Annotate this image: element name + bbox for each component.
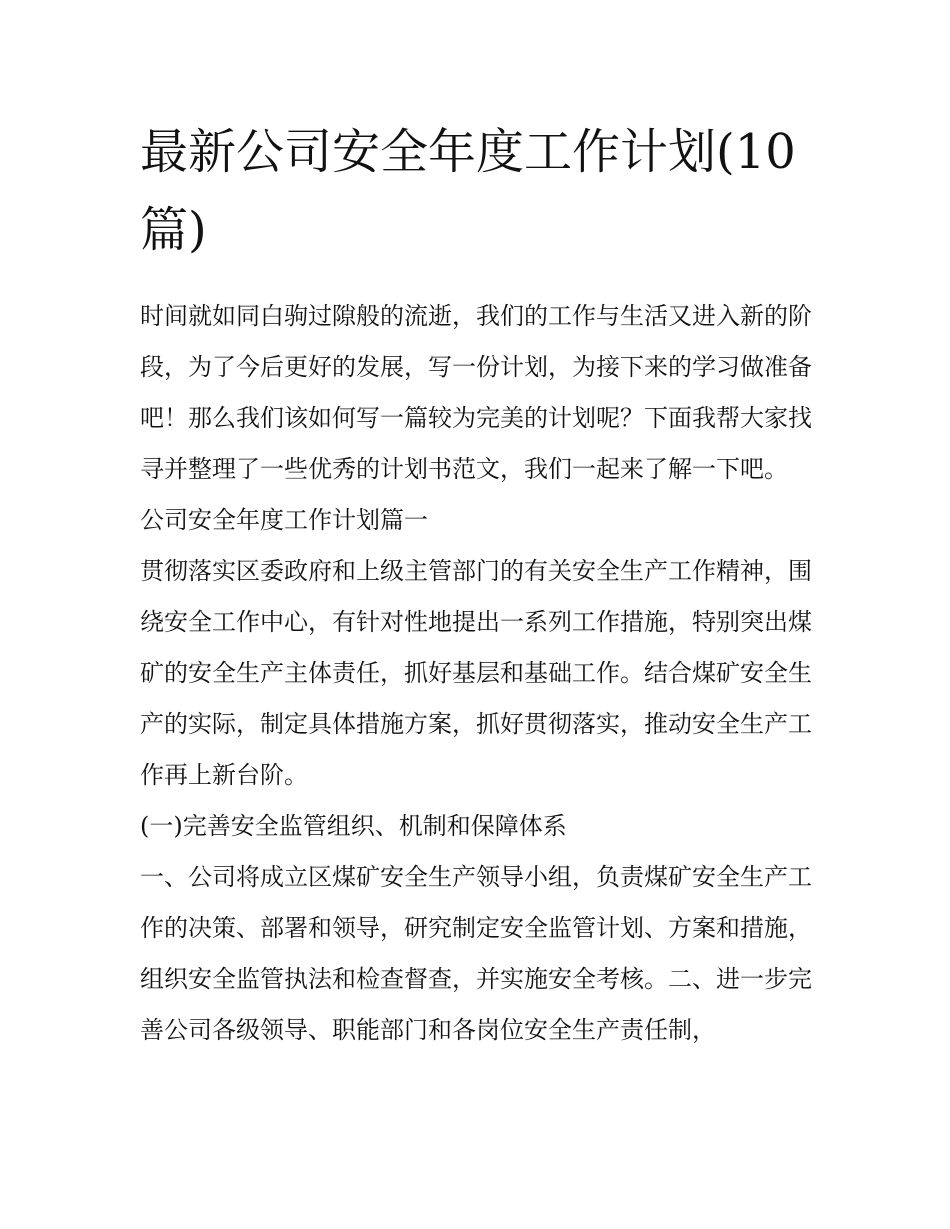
subsection-heading-1: (一)完善安全监管组织、机制和保障体系 [140, 812, 567, 840]
body-paragraph-1: 贯彻落实区委政府和上级主管部门的有关安全生产工作精神，围绕安全工作中心，有针对性地提出一系列工作措施，特别突出煤矿的安全生产主体责任，抓好基层和基础工作。结合煤矿安全生产的实际，制定具体措施方案，抓好贯彻落实，推动安全生产工作再上新台阶。 [140, 557, 812, 789]
body-paragraph-2: 一、公司将成立区煤矿安全生产领导小组，负责煤矿安全生产工作的决策、部署和领导，研究制定安全监管计划、方案和措施，组织安全监管执法和检查督查，并实施安全考核。二、进一步完善公司各级领导、职能部门和各岗位安全生产责任制， [140, 863, 812, 1044]
document-content [140, 113, 812, 1056]
document-title: 最新公司安全年度工作计划(10篇) [140, 124, 796, 258]
section-heading-1: 公司安全年度工作计划篇一 [140, 506, 428, 534]
intro-paragraph: 时间就如同白驹过隙般的流逝，我们的工作与生活又进入新的阶段，为了今后更好的发展，写一份计划，为接下来的学习做准备吧！那么我们该如何写一篇较为完美的计划呢？下面我帮大家找寻并整理了一些优秀的计划书范文，我们一起来了解一下吧。 [140, 302, 812, 483]
